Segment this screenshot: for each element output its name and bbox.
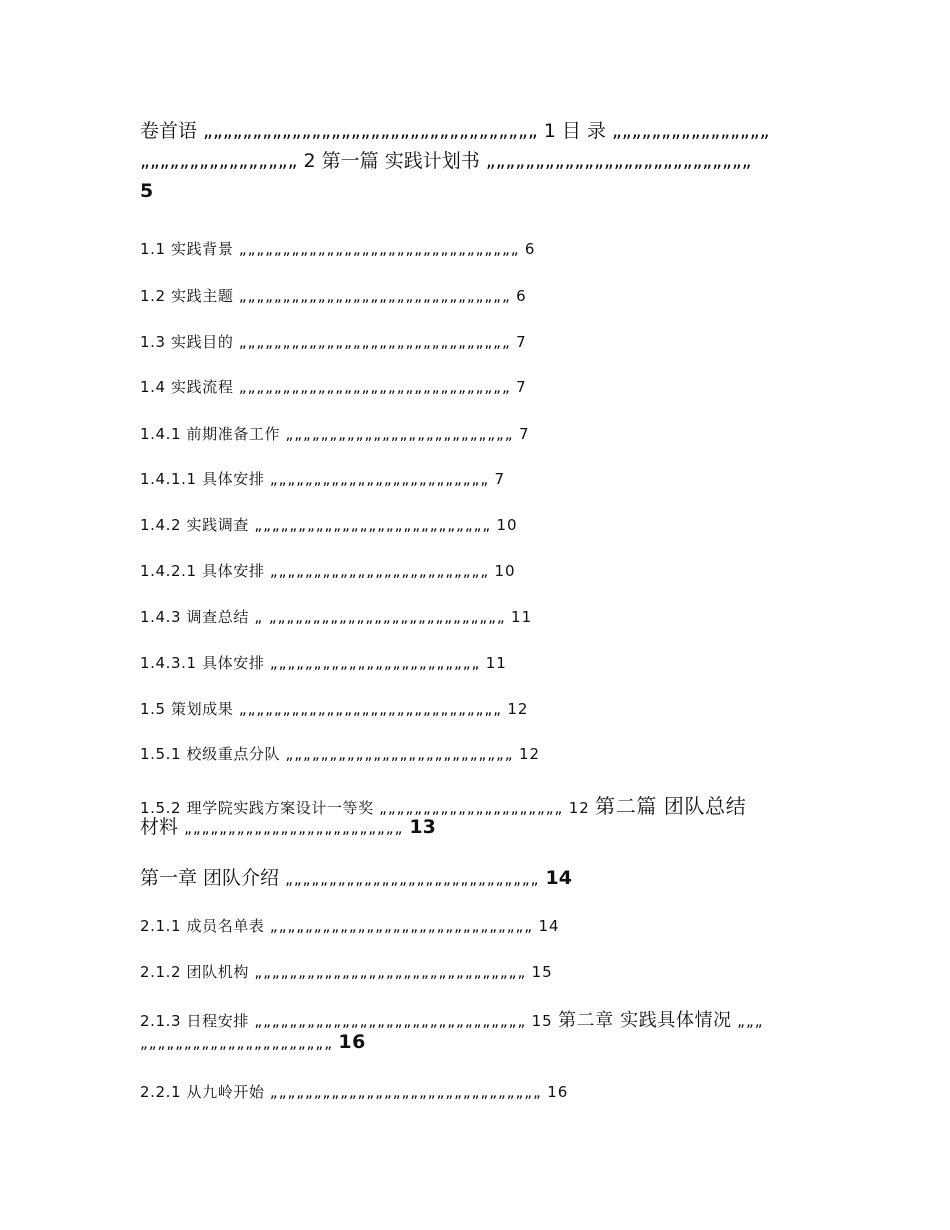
toc-entry-label: 1.4.3.1 具体安排 [140, 654, 265, 672]
toc-entry[interactable] [140, 468, 505, 489]
toc-entry-page: 6 [524, 240, 536, 258]
toc-entry-label: 1.4.2.1 具体安排 [140, 562, 265, 580]
toc-entry-label: 2.1.3 日程安排 [140, 1012, 249, 1030]
toc-part1-title: „„„„„„„„„„„„„„„„ 2 第一篇 实践计划书 „„„„„„„„„„„„„„„„„„„„„„„„„„„ [140, 150, 752, 172]
toc-entry-page: 11 [511, 608, 533, 626]
toc-entry-page: 12 [568, 799, 590, 817]
toc-entry-leader: „„„„„„„„„„„„„„„„„„„„„„„„„„„„„„„ [238, 333, 511, 351]
toc-preface-line-1 [140, 116, 769, 146]
toc-entry[interactable] [140, 652, 507, 673]
toc-entry-leader: „„„„„„„„„„„„„„„„„„„„„ [379, 799, 564, 817]
toc-preface-line-2 [140, 146, 752, 176]
toc-entry-leader: „„„„„„„„„„„„„„„„„„„„„„„„„„„„„„„ [238, 378, 511, 396]
toc-chapter-2-title: 第二章 实践具体情况 [558, 1010, 732, 1031]
toc-entry[interactable] [140, 423, 529, 444]
toc-entry-page: 12 [518, 745, 541, 763]
toc-chapter-label: 第一章 团队介绍 [140, 867, 280, 889]
toc-entry-leader: „„„„„„„„„„„„„„„„„„„„„„„„„ [269, 470, 490, 488]
toc-entry-label: 1.2 实践主题 [140, 287, 234, 305]
toc-entry-page: 6 [516, 287, 527, 305]
toc-entry-leader: „„„„„„„„„„„„„„„„„„„„„„„„„„„„„„ [269, 917, 534, 935]
toc-entry-label: 1.4.1.1 具体安排 [140, 470, 265, 488]
toc-entry[interactable] [140, 743, 540, 764]
toc-entry-label: 1.4 实践流程 [140, 378, 234, 396]
toc-entry[interactable] [140, 376, 527, 397]
toc-entry-leader: „„„„„„„„„„„„„„„„„„„„„„„„„„ [285, 425, 514, 443]
toc-entry-with-chapter-title[interactable] [140, 1006, 764, 1032]
toc-entry-leader: „„„„„„„„„„„„„„„„„„„„„„„„ [269, 654, 481, 672]
toc-entry-label: 1.5.1 校级重点分队 [140, 745, 281, 763]
toc-entry-page: 11 [485, 654, 507, 672]
toc-entry-page: 7 [516, 333, 527, 351]
toc-entry-leader: „„„„„„„„„„„„„„„„„„„„„„„„„„„„„ [285, 870, 540, 888]
toc-entry-page: 15 [531, 1012, 553, 1030]
toc-entry[interactable] [140, 961, 553, 982]
toc-entry-leader: „„„„„„„„„„„„„„„„„„„„„„„„„„„„„„ [238, 700, 502, 718]
toc-entry-leader: „„„ [737, 1012, 764, 1030]
toc-chapter-2-page: 16 [338, 1031, 366, 1053]
toc-part1-page: 5 [140, 180, 154, 202]
toc-entry[interactable] [140, 514, 518, 535]
toc-entry-label: 2.1.1 成员名单表 [140, 917, 265, 935]
toc-entry[interactable] [140, 1081, 568, 1102]
toc-entry-leader: „„„„„„„„„„„„„„„„„„„„„„ [140, 1034, 333, 1052]
toc-entry-page: 10 [496, 516, 518, 534]
toc-entry-label: 1.1 实践背景 [140, 240, 234, 258]
toc-entry-leader: „ „„„„„„„„„„„„„„„„„„„„„„„„„„„ [254, 608, 506, 626]
toc-chapter-2-line-2[interactable] [140, 1031, 366, 1053]
toc-entry[interactable] [140, 698, 528, 719]
toc-entry-page: 7 [494, 470, 506, 488]
toc-chapter-1[interactable] [140, 863, 572, 894]
toc-preface-text: 卷首语 „„„„„„„„„„„„„„„„„„„„„„„„„„„„„„„„„„ 1 目 录 „„„„„„„„„„„„„„„„ [140, 120, 770, 142]
toc-entry-page: 7 [516, 378, 527, 396]
toc-entry-leader: „„„„„„„„„„„„„„„„„„„„„„„„„„„„„„„ [254, 963, 527, 981]
toc-entry-label: 2.2.1 从九岭开始 [140, 1083, 265, 1101]
toc-entry-page: 10 [494, 562, 516, 580]
toc-entry-leader: „„„„„„„„„„„„„„„„„„„„„„„„„„„„„„„ [254, 1012, 527, 1030]
toc-preface-line-3 [140, 176, 153, 206]
toc-part2-title: 第二篇 团队总结 [595, 794, 747, 818]
toc-entry-page: 15 [531, 963, 553, 981]
toc-entry[interactable] [140, 238, 535, 259]
toc-entry-label: 1.5 策划成果 [140, 700, 234, 718]
toc-entry[interactable] [140, 331, 527, 352]
toc-entry-label: 2.1.2 团队机构 [140, 963, 249, 981]
toc-entry-leader: „„„„„„„„„„„„„„„„„„„„„„„„„„„„„„„„ [238, 240, 520, 258]
toc-entry-leader: „„„„„„„„„„„„„„„„„„„„„„„„„„ [285, 745, 514, 763]
toc-entry[interactable] [140, 606, 532, 627]
toc-chapter-page: 14 [545, 867, 572, 889]
toc-entry-leader: „„„„„„„„„„„„„„„„„„„„„„„„„„„„„„„ [238, 287, 511, 305]
toc-entry-leader: „„„„„„„„„„„„„„„„„„„„„„„„„„„„„„„ [269, 1083, 542, 1101]
toc-part2-title-cont: 材料 [140, 816, 179, 838]
toc-part2-page: 13 [409, 816, 436, 838]
toc-entry-leader: „„„„„„„„„„„„„„„„„„„„„„„„„ [269, 562, 490, 580]
toc-entry-label: 1.4.3 调查总结 [140, 608, 249, 626]
toc-entry-page: 12 [507, 700, 529, 718]
toc-entry-page: 16 [547, 1083, 569, 1101]
toc-entry[interactable] [140, 285, 527, 306]
toc-entry-page: 7 [518, 425, 530, 443]
toc-entry-label: 1.4.2 实践调查 [140, 516, 249, 534]
toc-entry-leader: „„„„„„„„„„„„„„„„„„„„„„„„„„„ [254, 516, 492, 534]
toc-part2-title-line-2[interactable] [140, 812, 436, 843]
toc-entry-label: 1.5.2 理学院实践方案设计一等奖 [140, 799, 374, 817]
toc-entry[interactable] [140, 915, 560, 936]
toc-entry-leader: „„„„„„„„„„„„„„„„„„„„„„„„„ [184, 819, 404, 837]
toc-entry-label: 1.3 实践目的 [140, 333, 234, 351]
toc-entry[interactable] [140, 560, 516, 581]
toc-entry-label: 1.4.1 前期准备工作 [140, 425, 281, 443]
toc-entry-page: 14 [538, 917, 560, 935]
